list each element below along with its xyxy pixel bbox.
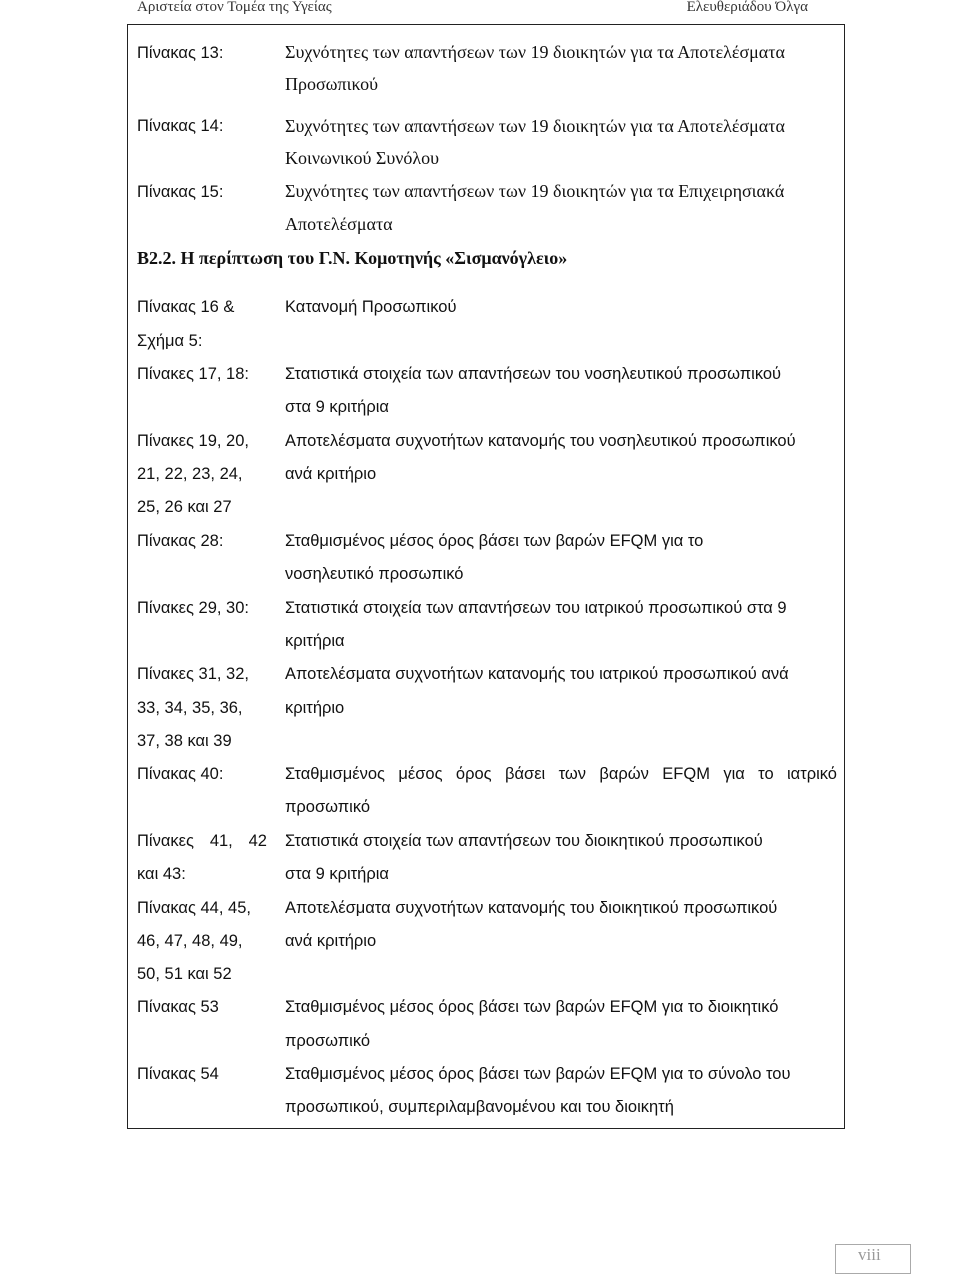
word: μέσος [398, 765, 443, 783]
table-label: Πίνακας 40: [137, 765, 224, 783]
table-label: Πίνακες 17, 18: [137, 365, 249, 383]
table-description: Σταθμισμένος μέσος όρος βάσει των βαρών EFQM για το σύνολο του [285, 1065, 791, 1083]
word: βάσει [504, 765, 546, 783]
table-description: στα 9 κριτήρια [285, 398, 389, 416]
table-description: προσωπικό [285, 798, 371, 816]
table-label: Πίνακας 15: [137, 183, 224, 201]
table-description: Συχνότητες των απαντήσεων των 19 διοικητών για τα Αποτελέσματα [285, 116, 785, 136]
word: το [758, 765, 774, 783]
word: 42 [248, 832, 267, 850]
table-label [137, 831, 267, 851]
table-label: Πίνακας 54 [137, 1065, 219, 1083]
table-label: Πίνακες 31, 32, [137, 665, 249, 683]
table-description: Κατανομή Προσωπικού [285, 298, 457, 316]
table-label: και 43: [137, 865, 186, 883]
word: για [723, 765, 745, 783]
table-description: Συχνότητες των απαντήσεων των 19 διοικητών για τα Αποτελέσματα [285, 42, 785, 62]
table-label: Πίνακας 53 [137, 998, 219, 1016]
table-label: Πίνακες 19, 20, [137, 432, 249, 450]
word: 41, [209, 832, 233, 850]
table-description: ανά κριτήριο [285, 932, 377, 950]
table-description: Αποτελέσματα συχνοτήτων κατανομής του διοικητικού προσωπικού [285, 899, 778, 917]
table-label: 21, 22, 23, 24, [137, 465, 243, 483]
table-description: προσωπικού, συμπεριλαμβανομένου και του διοικητή [285, 1098, 674, 1116]
table-description: Σταθμισμένος μέσος όρος βάσει των βαρών EFQM για το [285, 532, 704, 550]
table-label: Σχήμα 5: [137, 332, 203, 350]
table-description: Προσωπικού [285, 74, 379, 94]
word: Σταθμισμένος [285, 765, 386, 783]
running-header-author: Ελευθεριάδου Όλγα [686, 0, 808, 15]
table-label: Πίνακας 44, 45, [137, 899, 251, 917]
running-header-title: Αριστεία στον Τομέα της Υγείας [137, 0, 332, 15]
table-description: κριτήρια [285, 632, 345, 650]
table-label: 25, 26 και 27 [137, 498, 232, 516]
word: των [558, 765, 587, 783]
word: EFQM [662, 765, 710, 783]
table-description: Σταθμισμένος μέσος όρος βάσει των βαρών EFQM για το διοικητικό [285, 998, 779, 1016]
table-description: Στατιστικά στοιχεία των απαντήσεων του νοσηλευτικού προσωπικού [285, 365, 782, 383]
table-description: ανά κριτήριο [285, 465, 377, 483]
table-description: κριτήριο [285, 699, 345, 717]
table-description: Αποτελέσματα [285, 214, 393, 234]
table-description [285, 764, 837, 784]
table-description: Κοινωνικού Συνόλου [285, 148, 440, 168]
table-label: Πίνακας 13: [137, 44, 224, 62]
table-description: στα 9 κριτήρια [285, 865, 389, 883]
word: ιατρικό [786, 765, 837, 783]
table-description: προσωπικό [285, 1032, 371, 1050]
table-label: 46, 47, 48, 49, [137, 932, 243, 950]
table-label: 33, 34, 35, 36, [137, 699, 243, 717]
table-label: Πίνακας 28: [137, 532, 224, 550]
table-label: Πίνακας 16 & [137, 298, 235, 316]
word: βαρών [599, 765, 649, 783]
word: όρος [455, 765, 492, 783]
table-description: Στατιστικά στοιχεία των απαντήσεων του ιατρικού προσωπικού στα 9 [285, 599, 787, 617]
table-label: Πίνακες 29, 30: [137, 599, 249, 617]
table-label: 50, 51 και 52 [137, 965, 232, 983]
table-description: Συχνότητες των απαντήσεων των 19 διοικητών για τα Επιχειρησιακά [285, 181, 785, 201]
section-heading: Β2.2. Η περίπτωση του Γ.Ν. Κομοτηνής «Σισμανόγλειο» [137, 248, 568, 268]
table-description: νοσηλευτικό προσωπικό [285, 565, 464, 583]
table-description: Αποτελέσματα συχνοτήτων κατανομής του νοσηλευτικού προσωπικού [285, 432, 796, 450]
word: Πίνακες [137, 832, 194, 850]
table-label: 37, 38 και 39 [137, 732, 232, 750]
page-number: viii [858, 1245, 881, 1264]
table-description: Στατιστικά στοιχεία των απαντήσεων του διοικητικού προσωπικού [285, 832, 763, 850]
table-label: Πίνακας 14: [137, 117, 224, 135]
table-description: Αποτελέσματα συχνοτήτων κατανομής του ιατρικού προσωπικού ανά [285, 665, 789, 683]
